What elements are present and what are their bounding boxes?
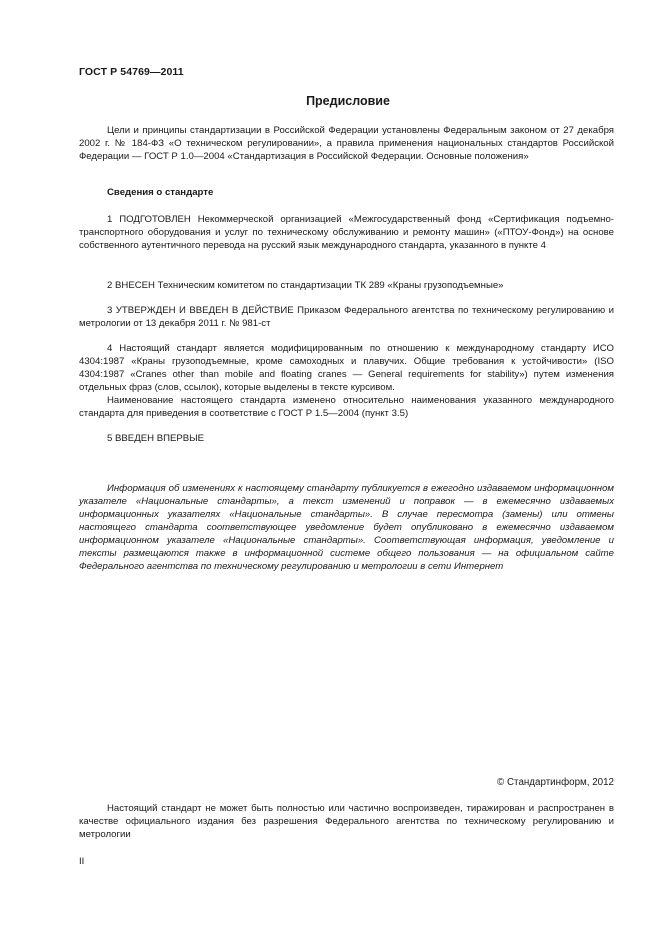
standard-info-heading: Сведения о стандарте — [107, 187, 214, 198]
standard-info-item: 5 ВВЕДЕН ВПЕРВЫЕ — [107, 433, 205, 444]
standard-info-item: Наименование настоящего стандарта изменено относительно наименования указанного международного стандарта для приведения в соответствие с ГОСТ Р 1.5—2004 (пункт 3.5) — [79, 395, 614, 419]
reproduction-notice-block — [79, 802, 614, 841]
page-number: II — [79, 856, 85, 867]
reproduction-notice: Настоящий стандарт не может быть полностью или частично воспроизведен, тиражирован и распространен в качестве официального издания без разрешения Федерального агентства по техническому регулированию и метрологии — [79, 803, 614, 840]
copyright-line: © Стандартинформ, 2012 — [497, 777, 614, 788]
standard-info-item: 3 УТВЕРЖДЕН И ВВЕДЕН В ДЕЙСТВИЕ Приказом Федерального агентства по техническому регулированию и метрологии от 13 декабря 2011 г. № 981-ст — [79, 305, 614, 329]
document-code: ГОСТ Р 54769—2011 — [79, 66, 184, 78]
standard-info-item-5-block — [79, 432, 614, 445]
standard-info-item: 2 ВНЕСЕН Техническим комитетом по стандартизации ТК 289 «Краны грузоподъемные» — [107, 280, 504, 291]
foreword-title: Предисловие — [306, 94, 390, 108]
standard-info-item-2-block — [79, 279, 614, 292]
standard-info-item: 1 ПОДГОТОВЛЕН Некоммерческой организацией «Межгосударственный фонд «Сертификация подъемно-транспортного оборудования и услуг по техническому обслуживанию и ремонту машин» («ПТОУ-Фонд») на основе собственного аутентичного перевода на русский язык международного стандарта, указанного в пункте 4 — [79, 214, 614, 251]
standard-info-item: 4 Настоящий стандарт является модифицированным по отношению к международному стандарту ИСО 4304:1987 «Краны грузоподъемные, кроме самоходных и плавучих. Общие требования к устойчивости» (ISO 4304:1987 «Cranes other than mobile and floating cranes — General requirements for stability») путем изменения отдельных фраз (слов, ссылок), которые выделены в тексте курсивом. — [79, 343, 614, 393]
standard-info-item-1-block — [79, 213, 614, 252]
standard-info-heading-block — [79, 186, 614, 199]
foreword-intro: Цели и принципы стандартизации в Российской Федерации установлены Федеральным законом от 27 декабря 2002 г. № 184-ФЗ «О техническом регулировании», а правила применения национальных стандартов Российской Федерации — ГОСТ Р 1.0—2004 «Стандартизация в Российской Федерации. Основные положения» — [79, 125, 614, 162]
foreword-intro-block — [79, 124, 614, 163]
standard-info-item-4-block — [79, 342, 614, 420]
changes-notice: Информация об изменениях к настоящему стандарту публикуется в ежегодно издаваемом информационном указателе «Национальные стандарты», а текст изменений и поправок — в ежемесячно издаваемых информационных указателях «Национальные стандарты». В случае пересмотра (замены) или отмены настоящего стандарта соответствующее уведомление будет опубликовано в ежемесячно издаваемом информационном указателе «Национальные стандарты». Соответствующая информация, уведомление и тексты размещаются также в информационной системе общего пользования — на официальном сайте Федерального агентства по техническому регулированию и метрологии в сети Интернет — [79, 483, 614, 572]
changes-notice-block — [79, 482, 614, 573]
standard-info-item-3-block — [79, 304, 614, 330]
